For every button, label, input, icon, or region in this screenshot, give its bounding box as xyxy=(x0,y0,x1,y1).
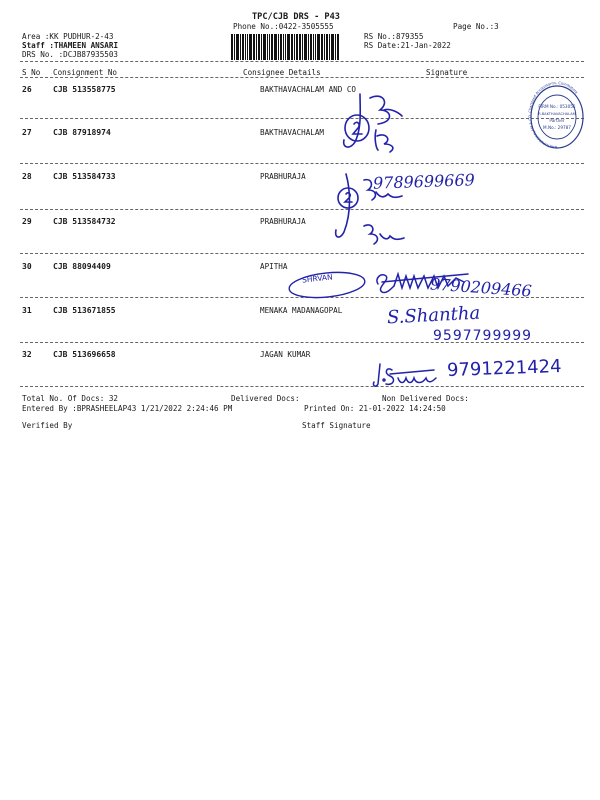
stamp-name: R.BAKTHAVACHALAM xyxy=(538,112,576,116)
row-consignee: PRABHURAJA xyxy=(260,172,306,181)
drs-number: DRS No. :DCJB87935503 xyxy=(22,50,119,59)
document-title: TPC/CJB DRS - P43 xyxy=(252,12,340,22)
handwritten-note-30: SHRVAN xyxy=(301,272,333,285)
row-consignee: JAGAN KUMAR xyxy=(260,350,311,359)
signature-row-26-27 xyxy=(330,88,440,158)
row-consignment: CJB 87918974 xyxy=(53,128,111,137)
row-consignment: CJB 513671855 xyxy=(53,306,116,315)
row-sno: 28 xyxy=(22,172,32,181)
page-number: Page No.:3 xyxy=(453,22,499,31)
divider xyxy=(20,77,584,78)
row-divider xyxy=(20,386,584,387)
phone-number: Phone No.:0422-3505555 xyxy=(233,22,334,31)
row-divider xyxy=(20,253,584,254)
row-divider xyxy=(20,118,584,119)
row-consignee: PRABHURAJA xyxy=(260,217,306,226)
stamp-ring-text: BAKTHAVACHALAM & CO. Chartered Accountants, Coimbatore xyxy=(528,80,579,150)
handwritten-name-31: S.Shantha xyxy=(386,302,481,329)
handwritten-phone-28: 9789699669 xyxy=(372,170,476,193)
signature-row-32 xyxy=(370,360,440,390)
staff-name: THAMEEN ANSARI xyxy=(54,41,119,50)
row-sno: 30 xyxy=(22,262,32,271)
firm-stamp xyxy=(528,80,584,150)
stamp-role: Partner xyxy=(549,118,565,123)
col-header-consignment: Consignment No xyxy=(53,68,118,77)
row-sno: 26 xyxy=(22,85,32,94)
divider xyxy=(20,61,584,62)
row-consignment: CJB 513584733 xyxy=(53,172,116,181)
barcode xyxy=(231,34,361,60)
row-sno: 32 xyxy=(22,350,32,359)
rs-date: RS Date:21-Jan-2022 xyxy=(364,41,451,50)
staff-label: Staff : xyxy=(22,41,55,50)
row-consignment: CJB 513696658 xyxy=(53,350,116,359)
rs-number: RS No.:879355 xyxy=(364,32,424,41)
printed-on: Printed On: 21-01-2022 14:24:50 xyxy=(304,404,446,413)
row-sno: 29 xyxy=(22,217,32,226)
entered-by: Entered By :BPRASHEELAP43 1/21/2022 2:24:46 PM xyxy=(22,404,233,413)
row-consignment: CJB 513584732 xyxy=(53,217,116,226)
verified-by: Verified By xyxy=(22,421,73,430)
total-docs: Total No. Of Docs: 32 xyxy=(22,394,119,403)
staff-signature-label: Staff Signature xyxy=(302,421,371,430)
col-header-sno: S No xyxy=(22,68,41,77)
stamp-mno: M.No.: 29787 xyxy=(543,125,571,130)
row-consignee: APITHA xyxy=(260,262,288,271)
row-divider xyxy=(20,163,584,164)
handwritten-phone-31: 9597799999 xyxy=(433,328,533,344)
non-delivered-docs: Non Delivered Docs: xyxy=(382,394,469,403)
handwritten-phone-30: 9790209466 xyxy=(429,274,533,301)
row-consignment: CJB 88094409 xyxy=(53,262,111,271)
handwritten-phone-32: 9791221424 xyxy=(446,356,562,381)
row-consignee: MENAKA MADANAGOPAL xyxy=(260,306,343,315)
row-sno: 27 xyxy=(22,128,32,137)
col-header-signature: Signature xyxy=(426,68,468,77)
col-header-consignee: Consignee Details xyxy=(243,68,321,77)
row-consignee: BAKTHAVACHALAM AND CO xyxy=(260,85,357,94)
row-consignment: CJB 513558775 xyxy=(53,85,116,94)
row-consignee: BAKTHAVACHALAM xyxy=(260,128,325,137)
delivered-docs: Delivered Docs: xyxy=(231,394,300,403)
row-sno: 31 xyxy=(22,306,32,315)
staff-field xyxy=(22,41,118,50)
row-divider xyxy=(20,209,584,210)
area-label: Area :KK PUDHUR-2-43 xyxy=(22,32,114,41)
stamp-firm-no: FIRM No.: 053055 xyxy=(538,104,576,109)
